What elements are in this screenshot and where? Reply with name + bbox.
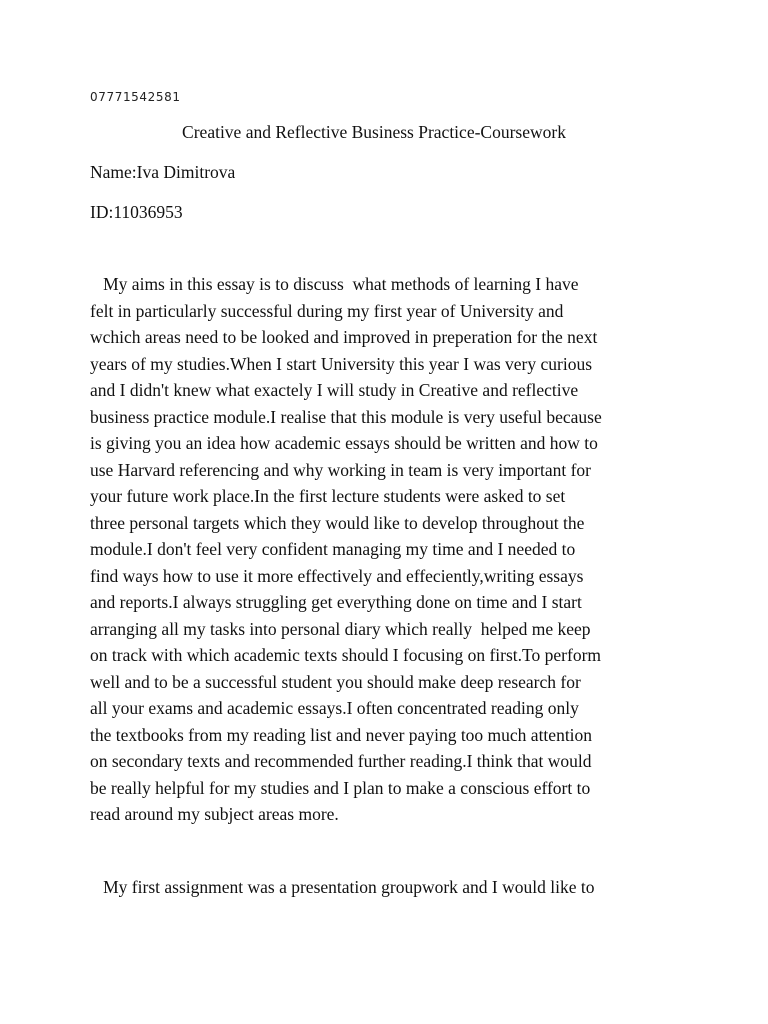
paragraph-line: three personal targets which they would like to develop throughout the xyxy=(90,512,585,533)
paragraph-line: read around my subject areas more. xyxy=(90,804,339,824)
paragraph-line: on track with which academic texts should I focusing on first.To perform xyxy=(90,645,602,665)
paragraph-line: wchich areas need to be looked and improved in preperation for the next xyxy=(90,327,598,347)
paragraph-line: well and to be a successful student you should make deep research for xyxy=(90,671,581,692)
paragraph-line: My aims in this essay is to discuss what methods of learning I have xyxy=(90,274,579,294)
paragraph-line: business practice module.I realise that this module is very useful because xyxy=(90,406,602,427)
paragraph-line: felt in particularly successful during my first year of University and xyxy=(90,300,564,321)
document-title: Creative and Reflective Business Practice-Coursework xyxy=(182,122,566,142)
paragraph-line: arranging all my tasks into personal diary which really helped me keep xyxy=(90,618,591,639)
paragraph-line: the textbooks from my reading list and never paying too much attention xyxy=(90,724,593,745)
paragraph-line: use Harvard referencing and why working in team is very important for xyxy=(90,459,592,480)
paragraph-line: all your exams and academic essays.I often concentrated reading only xyxy=(90,698,579,718)
phone-number: 07771542581 xyxy=(90,90,181,104)
essay-paragraph-1 xyxy=(90,271,690,828)
paragraph-line: and reports.I always struggling get everything done on time and I start xyxy=(90,592,582,612)
paragraph-line: find ways how to use it more effectively and effeciently,writing essays xyxy=(90,565,584,586)
paragraph-line: My first assignment was a presentation groupwork and I would like to xyxy=(90,877,595,897)
paragraph-line: and I didn't knew what exactely I will study in Creative and reflective xyxy=(90,380,579,400)
student-name: Name:Iva Dimitrova xyxy=(90,162,236,182)
paragraph-line: your future work place.In the first lecture students were asked to set xyxy=(90,486,566,506)
paragraph-line: be really helpful for my studies and I plan to make a conscious effort to xyxy=(90,777,591,798)
paragraph-line: module.I don't feel very confident managing my time and I needed to xyxy=(90,539,576,559)
student-id: ID:11036953 xyxy=(90,202,183,222)
paragraph-line: on secondary texts and recommended further reading.I think that would xyxy=(90,751,592,771)
essay-paragraph-2 xyxy=(90,874,690,901)
paragraph-line: years of my studies.When I start University this year I was very curious xyxy=(90,353,593,374)
paragraph-line: is giving you an idea how academic essays should be written and how to xyxy=(90,433,598,453)
